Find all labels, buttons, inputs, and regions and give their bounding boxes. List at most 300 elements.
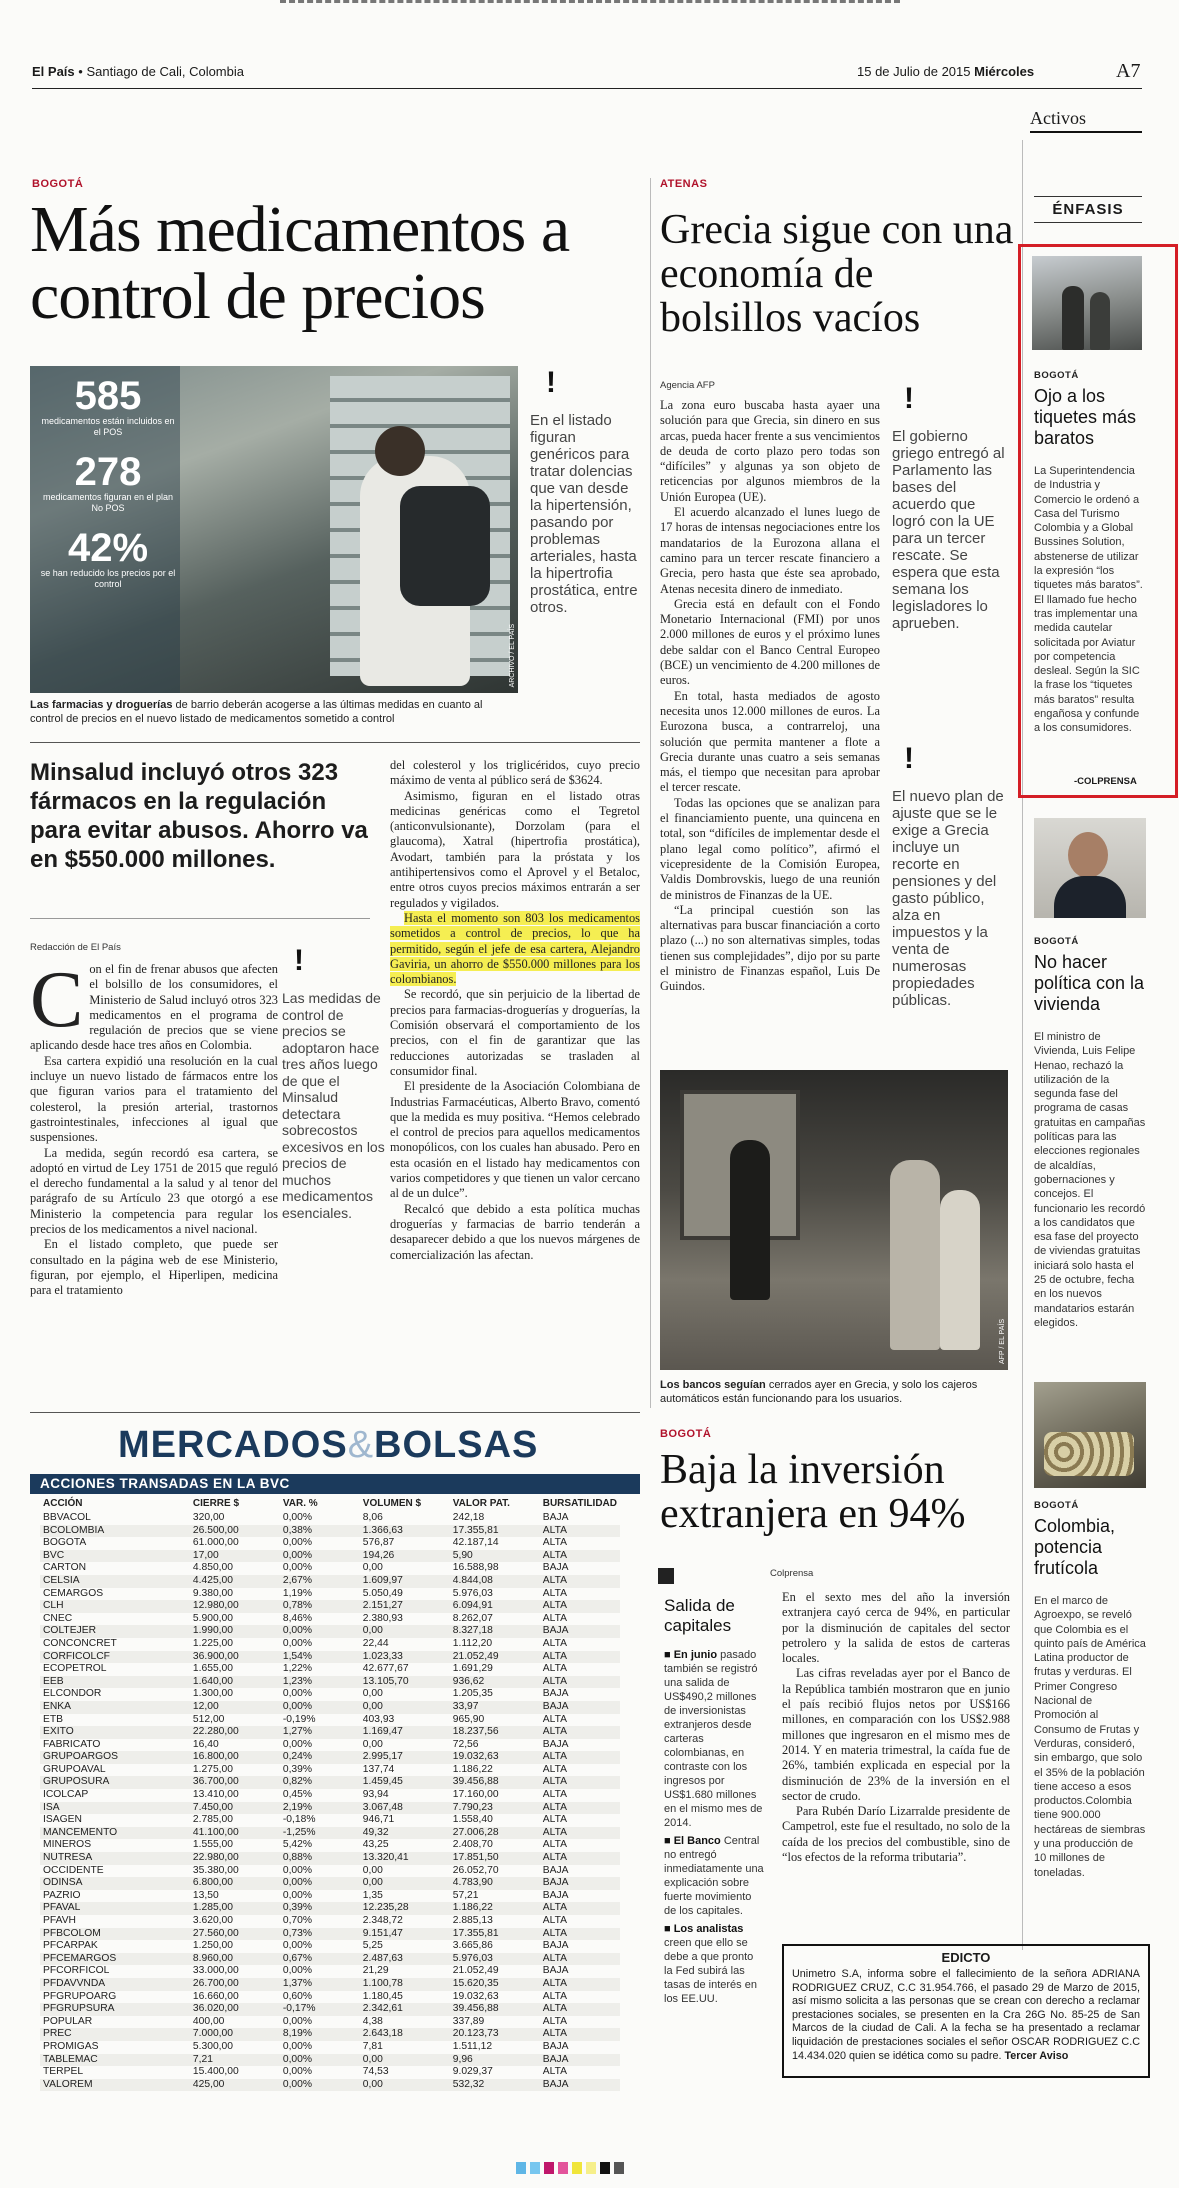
stock-cell: 400,00 [192, 2015, 225, 2027]
stock-cell: BAJA [542, 1940, 569, 1952]
edicto-box [782, 1944, 1150, 2078]
registration-marks [280, 0, 900, 14]
stock-cell: 1,22% [282, 1663, 313, 1675]
color-registration-bar [516, 2162, 624, 2174]
enfasis-kicker: BOGOTÁ [1034, 936, 1079, 947]
stock-cell: 1,19% [282, 1587, 313, 1599]
stock-row [40, 1537, 620, 1550]
stock-cell: 0,00% [282, 2040, 313, 2052]
stock-cell: 0,45% [282, 1789, 313, 1801]
stock-cell: BAJA [542, 1562, 569, 1574]
stock-cell: ALTA [540, 1902, 620, 1915]
stat-number: 585 [74, 374, 142, 418]
stock-cell: GRUPOSURA [40, 1776, 190, 1789]
stock-cell: 946,71 [362, 1814, 395, 1826]
stock-cell: ALTA [540, 1751, 620, 1764]
exclamation-icon: ! [904, 382, 914, 415]
stock-cell: 1.691,29 [452, 1663, 493, 1675]
stock-cell: PFAVAL [40, 1902, 190, 1915]
stock-cell: 0,00 [360, 1625, 450, 1638]
stock-cell: -0,18% [282, 1814, 316, 1826]
story-rule [30, 742, 640, 743]
stock-cell: 4.844,08 [450, 1575, 540, 1588]
bullet-bold: Los analistas [673, 1923, 744, 1935]
main-caption [30, 698, 510, 726]
stock-row [40, 1562, 620, 1575]
stock-row [40, 2041, 620, 2054]
stock-cell: 1.459,45 [360, 1776, 450, 1789]
stock-cell: EXITO [40, 1726, 190, 1739]
stock-cell: TABLEMAC [40, 2054, 190, 2067]
stock-cell: 22,44 [362, 1637, 389, 1649]
stock-cell: 0,78% [280, 1600, 360, 1613]
stock-cell: BAJA [542, 2040, 569, 2052]
photo-person [1062, 286, 1084, 350]
stock-cell: 2,67% [280, 1575, 360, 1588]
stock-row [40, 1751, 620, 1764]
stock-cell: 0,88% [280, 1852, 360, 1865]
stock-cell: -0,17% [280, 2003, 360, 2016]
stock-cell: CARTON [43, 1562, 87, 1574]
stock-cell: 7.000,00 [190, 2028, 280, 2041]
stock-cell: BAJA [540, 2054, 620, 2067]
stock-row [40, 2066, 620, 2079]
stock-cell: ETB [43, 1713, 64, 1725]
stock-cell: TERPEL [43, 2066, 84, 2078]
stock-row [40, 1953, 620, 1966]
stock-cell: 4,38 [362, 2015, 383, 2027]
stock-cell: ISAGEN [43, 1814, 82, 1826]
stock-cell: VALOREM [40, 2079, 190, 2092]
stock-cell: -0,19% [282, 1713, 316, 1725]
stock-cell: ALTA [542, 1839, 567, 1851]
enfasis-item-body: En el marco de Agroexpo, se reveló que Colombia es el quinto país de América Latina productor de frutas y verduras. El Primer Congreso Nacional de Promoción al Consumo de Frutas y Verduras, consideró, sin embargo, que solo el 35% de la población tiene acceso a esos productos.Colombia tiene 900.000 hectáreas de siembras y una producción de 10 millones de toneladas. [1034, 1595, 1146, 1879]
caption-bold: Los bancos seguían [660, 1379, 766, 1391]
stock-row [40, 2003, 620, 2016]
stock-cell: PFGRUPOARG [43, 1990, 117, 2002]
stock-cell: 0,00% [282, 1562, 313, 1574]
stock-cell: 57,21 [452, 1889, 479, 1901]
stock-row [40, 1978, 620, 1991]
stock-cell: 0,00 [360, 1877, 450, 1890]
stock-cell: ALTA [542, 1915, 567, 1926]
stock-cell: ALTA [540, 2028, 620, 2041]
stock-cell: ALTA [540, 1776, 620, 1789]
stock-cell: 0,00 [362, 1562, 383, 1574]
paragraph: “La principal cuestión son las alternativas para buscar financiación a corto plazo (...) no son alternativas simples, todas tienen sus complejidades”, dijo por su parte el ministro de Finanzas español, Luis De Guindos. [660, 902, 880, 994]
stock-cell: POPULAR [43, 2015, 93, 2027]
stock-cell: BAJA [542, 1965, 569, 1977]
stat-label: se han reducido los precios por el control [40, 568, 176, 589]
stock-cell: ISA [40, 1802, 190, 1815]
stock-cell: 0,82% [280, 1776, 360, 1789]
photo-credit: AFP / EL PAÍS [999, 1318, 1006, 1364]
paragraph: Se recordó, que sin perjuicio de la libertad de precios para farmacias-droguerías y droguerías, la Comisión observará el comportamiento de los precios, con el fin de garantizar que las reducciones autorizadas se trasladen al consumidor final. [390, 987, 640, 1078]
exclamation-icon: ! [904, 742, 914, 775]
stock-cell: CELSIA [40, 1575, 190, 1588]
stock-cell: BCOLOMBIA [40, 1525, 190, 1538]
stock-cell: 320,00 [192, 1512, 225, 1523]
stock-cell: ALTA [542, 2015, 567, 2027]
stock-cell: 0,00% [280, 2079, 360, 2092]
stat-label: medicamentos están incluidos en el POS [41, 416, 175, 437]
stock-cell: 1.169,47 [360, 1726, 450, 1739]
photo-head [375, 426, 425, 476]
bullet-item: ■ Los analistas creen que ello se debe a que pronto la Fed subirá las tasas de interés en los EE.UU. [664, 1923, 757, 2005]
stock-cell: 0,00% [280, 1701, 360, 1714]
tiquetes-photo [1032, 256, 1142, 350]
stock-cell: 1.112,20 [452, 1637, 493, 1649]
color-swatch [530, 2162, 540, 2174]
stock-cell: 1.511,12 [452, 2040, 493, 2052]
stock-cell: 5.976,03 [452, 1587, 493, 1599]
color-swatch [600, 2162, 610, 2174]
stock-cell: 16,40 [192, 1738, 219, 1750]
stock-cell: BAJA [540, 1701, 620, 1714]
stock-cell: 4.783,90 [450, 1877, 540, 1890]
stock-row [40, 1928, 620, 1941]
stock-cell: 0,00 [360, 2079, 450, 2092]
stock-cell: 33.000,00 [192, 1965, 239, 1977]
paragraph: La medida, según recordó esa cartera, se adoptó en virtud de Ley 1751 de 2015 que reguló el derecho fundamental a la salud y al tenor del parágrafo de su Artículo 23 que otorgó a ese Ministerio la competencia para regular los precios de los medicamentos a nivel nacional. [30, 1145, 278, 1237]
stat-label: medicamentos figuran en el plan No POS [42, 492, 174, 513]
stock-cell: CONCONCRET [43, 1637, 117, 1649]
stock-cell: ALTA [540, 1726, 620, 1739]
stock-row [40, 1651, 620, 1664]
inversion-headline: Baja la inversión extranjera en 94% [660, 1447, 966, 1537]
stock-cell: 0,00% [282, 1864, 313, 1876]
stock-cell: 1.205,35 [452, 1688, 493, 1700]
stocks-table [40, 1497, 620, 2091]
inversion-kicker: BOGOTÁ [660, 1428, 712, 1440]
color-swatch [544, 2162, 554, 2174]
paragraph: En total, hasta mediados de agosto necesita unos 12.000 millones de euros. La Eurozona busca, a contrarreloj, una solución que permita mantener a flote a Grecia durante unas cuatro a seis semanas más, el tiempo que necesitan para aprobar el tercer rescate. [660, 688, 880, 795]
stock-cell: ALTA [540, 1575, 620, 1588]
stock-cell: -1,25% [280, 1827, 360, 1840]
photo-person [940, 1190, 980, 1350]
stock-cell: ELCONDOR [43, 1688, 102, 1700]
stock-cell: 4.425,00 [190, 1575, 280, 1588]
grecia-pull-2: El nuevo plan de ajuste que se le exige a Grecia incluye un recorte en pensiones y del gasto público, alza en impuestos y la venta de numerosas propiedades públicas. [892, 788, 1004, 1009]
stock-cell: PFGRUPSURA [40, 2003, 190, 2016]
stock-cell: 27.560,00 [190, 1928, 280, 1941]
stock-row [40, 1940, 620, 1953]
stock-cell: 19.032,63 [452, 1990, 499, 2002]
stock-cell: PFCORFICOL [43, 1965, 110, 1977]
pull-quote-2: Las medidas de control de precios se adoptaron hace tres años luego de que el Minsalud detectara sobrecostos excesivos en los precios de muchos medicamentos esenciales. [282, 990, 385, 1221]
header-date: 15 de Julio de 2015 [857, 64, 971, 79]
enfasis-item-title: Colombia, potencia frutícola [1034, 1516, 1116, 1578]
header-rule [32, 88, 1142, 89]
stock-cell: 0,00% [282, 1940, 313, 1952]
stock-cell: 0,00% [282, 1889, 313, 1901]
column-header: VOLUMEN $ [362, 1498, 422, 1510]
stock-cell: ALTA [542, 1713, 567, 1725]
stock-cell: 8.327,18 [450, 1625, 540, 1638]
stock-cell: OCCIDENTE [43, 1864, 104, 1876]
bullet-text: pasado también se registró una salida de US$490,2 millones de inversionistas extranjeros desde carteras colombianas, en contraste con los ingresos por US$1.680 millones en el mismo mes de 2014. [664, 1649, 763, 1829]
stock-cell: 12.980,00 [190, 1600, 280, 1613]
main-kicker: BOGOTÁ [32, 178, 84, 190]
header-location: Santiago de Cali, Colombia [86, 64, 244, 79]
stock-cell: ALTA [540, 1928, 620, 1941]
enfasis-credit: -COLPRENSA [1074, 776, 1137, 787]
stock-cell: ALTA [542, 1814, 567, 1826]
stock-cell: 33,97 [450, 1701, 540, 1714]
markets-rule [30, 1412, 640, 1413]
stock-cell: PFBCOLOM [40, 1928, 190, 1941]
stock-cell: 1,23% [280, 1676, 360, 1689]
inversion-body [782, 1590, 1010, 1865]
color-swatch [558, 2162, 568, 2174]
caption-bold: Las farmacias y droguerías [30, 699, 173, 711]
paragraph: Recalcó que debido a esta política muchas droguerías y farmacias de barrio tenderán a desaparecer debido a que los nuevos márgenes de comercialización las afectan. [390, 1201, 640, 1262]
stock-cell: 0,00 [360, 2054, 450, 2067]
stock-cell: 19.032,63 [450, 1751, 540, 1764]
stock-row [40, 1726, 620, 1739]
stock-cell: ALTA [540, 1953, 620, 1966]
column-divider [650, 178, 651, 1408]
capital-box-title: Salida de capitales [664, 1596, 735, 1635]
edicto-title: EDICTO [941, 1950, 991, 1965]
stock-cell: 41.100,00 [190, 1827, 280, 1840]
stock-cell: PFAVH [43, 1915, 76, 1926]
stock-cell: 5.976,03 [450, 1953, 540, 1966]
stock-cell: 36.700,00 [190, 1776, 280, 1789]
stock-cell: 8.262,07 [452, 1612, 493, 1624]
stock-cell: ALTA [542, 1537, 567, 1549]
stock-cell: 17.851,50 [450, 1852, 540, 1865]
enfasis-kicker: BOGOTÁ [1034, 370, 1079, 381]
stock-cell: 9.380,00 [192, 1587, 233, 1599]
stock-cell: 7,21 [190, 2054, 280, 2067]
stock-row [40, 1625, 620, 1638]
stock-cell: 39.456,88 [450, 1776, 540, 1789]
stock-cell: ALTA [540, 1550, 620, 1563]
grecia-pull-1: El gobierno griego entregó al Parlamento las bases del acuerdo que logró con la UE para un tercer rescate. Se espera que esta semana los legisladores lo aprueben. [892, 428, 1005, 632]
caption-text: de barrio deberán acogerse a las últimas medidas en cuanto al control de precios en el nuevo listado de medicamentos sometido a control [30, 699, 483, 725]
stock-cell: 2.643,18 [360, 2028, 450, 2041]
stock-row [40, 1676, 620, 1689]
bullet-bold: El Banco [673, 1835, 721, 1847]
stock-cell: 137,74 [362, 1763, 395, 1775]
markets-title-a: MERCADOS [118, 1424, 348, 1466]
stock-cell: 0,00% [282, 1965, 313, 1977]
stock-cell: 0,70% [282, 1915, 313, 1926]
inversion-byline: Colprensa [770, 1568, 814, 1579]
paragraph: Todas las opciones que se analizan para el financiamiento puente, una quincena en total, son “difíciles de implementar desde el plano legal como político”, afirmó el vicepresidente de la Comisión Europea, Valdis Dombrovskis, luego de una reunión de ministros de Finanzas de la UE. [660, 795, 880, 902]
stock-cell: 35.380,00 [192, 1864, 239, 1876]
stock-cell: 1.250,00 [192, 1940, 233, 1952]
paragraph: Esa cartera expidió una resolución en la cual incluye un nuevo listado de fármacos entre los que figuran varios para el tratamiento del colesterol, la presión arterial, trastornos gastrointestinales, infecciones al igual que suspensiones. [30, 1053, 278, 1145]
photo-stats [38, 376, 178, 590]
stock-cell: 16.660,00 [192, 1990, 239, 2002]
paragraph: Para Rubén Darío Lizarralde presidente de Campetrol, este fue el resultado, no solo de la caída de los precios del combustible, sino de “los efectos de la reforma tributaria”. [782, 1804, 1010, 1865]
stock-cell: 0,39% [280, 1902, 360, 1915]
column-header: VAR. % [282, 1498, 318, 1510]
stock-cell: 1.990,00 [190, 1625, 280, 1638]
stock-cell: 2.348,72 [362, 1915, 403, 1926]
stock-cell: 0,67% [280, 1953, 360, 1966]
photo-person [890, 1160, 940, 1350]
stock-row [40, 1575, 620, 1588]
stock-cell: 7,81 [362, 2040, 383, 2052]
stock-cell: 5.050,49 [362, 1587, 403, 1599]
stock-cell: 42.677,67 [362, 1663, 409, 1675]
stock-cell: ALTA [540, 1525, 620, 1538]
stock-row [40, 1991, 620, 2004]
main-col3 [390, 758, 640, 1263]
stock-row [40, 2016, 620, 2029]
stock-cell: ALTA [542, 1637, 567, 1649]
stock-cell: ALTA [540, 2003, 620, 2016]
stock-cell: 0,73% [280, 1928, 360, 1941]
stock-cell: 0,00 [362, 1738, 383, 1750]
stock-cell: 22.280,00 [190, 1726, 280, 1739]
drop-cap: C [30, 956, 84, 1044]
stock-cell: 0,00% [280, 1625, 360, 1638]
stock-cell: 1,35 [362, 1889, 383, 1901]
stock-row [40, 1814, 620, 1827]
column-header: ACCIÓN [43, 1498, 83, 1510]
stock-cell: ALTA [542, 1990, 567, 2002]
stock-cell: 1.225,00 [192, 1637, 233, 1649]
stocks-header-row [40, 1497, 620, 1512]
stock-cell: 17.355,81 [450, 1525, 540, 1538]
stock-cell: 18.237,56 [450, 1726, 540, 1739]
stock-cell: 21.052,49 [450, 1651, 540, 1664]
stock-row [40, 1877, 620, 1890]
bullet-item: ■ El Banco Central no entregó inmediatamente una explicación sobre fuerte movimiento de los capitales. [664, 1835, 764, 1917]
stock-cell: 26.700,00 [190, 1978, 280, 1991]
stock-cell: 43,25 [362, 1839, 389, 1851]
main-col1 [30, 956, 278, 1299]
stock-cell: 13.320,41 [360, 1852, 450, 1865]
stock-cell: 0,24% [280, 1751, 360, 1764]
stock-cell: 1,54% [280, 1651, 360, 1664]
stock-cell: 0,00% [282, 1688, 313, 1700]
stock-cell: PAZRIO [43, 1889, 81, 1901]
stock-cell: MINEROS [43, 1839, 92, 1851]
stock-cell: 15.620,35 [450, 1978, 540, 1991]
stock-cell: 2.785,00 [192, 1814, 233, 1826]
stock-row [40, 1802, 620, 1815]
stock-row [40, 1739, 620, 1752]
highlighted-paragraph: Hasta el momento son 803 los medicamentos sometidos a control de precios, lo que ha permitido, según el jefe de esa cartera, Alejandro Gaviria, un ahorro de $550.000 millones para los colombianos. [390, 910, 640, 987]
stock-cell: 1.023,33 [360, 1651, 450, 1664]
stock-cell: 1.180,45 [362, 1990, 403, 2002]
stock-cell: 72,56 [452, 1738, 479, 1750]
stock-cell: 1.275,00 [192, 1763, 233, 1775]
stock-row [40, 1701, 620, 1714]
stock-cell: 49,32 [360, 1827, 450, 1840]
stock-cell: 17.355,81 [450, 1928, 540, 1941]
stock-cell: 1.186,22 [452, 1763, 493, 1775]
stock-row [40, 1776, 620, 1789]
stock-cell: 8,46% [282, 1612, 313, 1624]
header-weekday: Miércoles [974, 64, 1035, 79]
stock-cell: 7.450,00 [190, 1802, 280, 1815]
stock-cell: COLTEJER [40, 1625, 190, 1638]
stock-cell: 5,90 [450, 1550, 540, 1563]
stock-row [40, 1638, 620, 1651]
stock-cell: 3.665,86 [452, 1940, 493, 1952]
bullet-item: ■ En junio pasado también se registró una salida de US$490,2 millones de inversionistas extranjeros desde carteras colombianas, en contraste con los ingresos por US$1.680 millones en el mismo mes de 2014. [664, 1649, 763, 1829]
stocks-body [40, 1512, 620, 2091]
stock-cell: ALTA [540, 1978, 620, 1991]
stock-row [40, 1965, 620, 1978]
stock-cell: PFCARPAK [43, 1940, 98, 1952]
enfasis-item-title: No hacer política con la vivienda [1034, 952, 1145, 1014]
enfasis-item-body: El ministro de Vivienda, Luis Felipe Henao, rechazó la utilización de la segunda fase del programa de casas gratuitas en campañas políticas para las elecciones regionales de alcaldías, gobernaciones y concejos. El funcionario les recordó a los candidatos que esa fase del proyecto de viviendas gratuitas iniciará solo hasta el 25 de octubre, fecha en los nuevos mandatarios estarán elegidos. [1034, 1031, 1146, 1329]
stock-row [40, 1688, 620, 1701]
stock-cell: 5,42% [282, 1839, 313, 1851]
main-headline: Más medicamentos a control de precios [30, 193, 570, 334]
stat-number: 42% [67, 526, 149, 570]
stock-cell: 1.640,00 [190, 1676, 280, 1689]
stock-cell: BAJA [542, 1864, 569, 1876]
main-byline: Redacción de El País [30, 942, 121, 953]
stock-cell: 4.850,00 [192, 1562, 233, 1574]
paragraph: El acuerdo alcanzado el lunes luego de 17 horas de intensas negociaciones entre los mandatarios de la Eurozona allana el camino para un tercer rescate financiero a Grecia, pero hasta que éste sea aprobado, Atenas necesita dinero de inmediato. [660, 505, 880, 596]
stock-row [40, 1512, 620, 1525]
stock-cell: ALTA [542, 2066, 567, 2078]
stock-cell: 22.980,00 [190, 1852, 280, 1865]
exclamation-icon: ! [294, 944, 304, 977]
pharmacy-photo [30, 366, 518, 693]
stock-cell: PFDAVVNDA [40, 1978, 190, 1991]
stock-cell: ENKA [40, 1701, 190, 1714]
stock-cell: BAJA [540, 1877, 620, 1890]
paragraph: Grecia está en default con el Fondo Monetario Internacional (FMI) por unos 2.000 millones de euros y el próximo lunes debe saldar con el Banco Central Europeo (BCE) un vencimiento de 4.200 millones de euros. [660, 596, 880, 688]
column-header: BURSATILIDAD [542, 1498, 617, 1510]
stock-cell: NUTRESA [40, 1852, 190, 1865]
stock-cell: 5.300,00 [192, 2040, 233, 2052]
stock-cell: BAJA [542, 1889, 569, 1901]
stock-cell: 13.105,70 [360, 1676, 450, 1689]
stock-cell: 42.187,14 [452, 1537, 499, 1549]
stock-cell: 337,89 [452, 2015, 485, 2027]
stock-cell: FABRICATO [43, 1738, 101, 1750]
stock-cell: BAJA [542, 1738, 569, 1750]
stock-cell: 2.885,13 [452, 1915, 493, 1926]
stat-number: 278 [74, 450, 142, 494]
minister-photo [1034, 818, 1146, 918]
stock-cell: 12.235,28 [360, 1902, 450, 1915]
stock-row [40, 1852, 620, 1865]
stock-cell: 15.400,00 [192, 2066, 239, 2078]
section-label: Activos [1030, 108, 1142, 133]
stock-cell: 36.900,00 [190, 1651, 280, 1664]
stock-cell: CLH [40, 1600, 190, 1613]
stock-cell: 1.366,63 [360, 1525, 450, 1538]
exclamation-icon: ! [546, 366, 556, 399]
page-header [32, 60, 1142, 94]
stock-cell: ALTA [542, 1587, 567, 1599]
photo-suit [1054, 876, 1126, 918]
stock-cell: 0,00 [362, 1688, 383, 1700]
bullet-text: creen que ello se debe a que pronto la Fed subirá las tasas de interés en los EE.UU. [664, 1937, 757, 2005]
edicto-text [792, 1968, 1140, 2063]
stock-cell: BAJA [542, 1512, 569, 1523]
caption-text: cerrados ayer en Grecia, y solo los cajeros automáticos están funcionando para los usuarios. [660, 1379, 978, 1405]
paragraph: Asimismo, figuran en el listado otras medicinas genéricas como el Tegretol (anticonvulsionante), Dorzolam (para el glaucoma), Xatral (hipertrofia prostática), Avodart, también para la próstata y los antihipertensivos como el Aprovel y el Betaloc, entre otros cuyos precios máximos entrarán a ser regulados y vigilados. [390, 788, 640, 910]
stock-cell: BAJA [542, 1688, 569, 1700]
stock-cell: 27.006,28 [450, 1827, 540, 1840]
stock-cell: 0,00% [282, 1637, 313, 1649]
grecia-body [660, 398, 880, 995]
stock-cell: ALTA [540, 1827, 620, 1840]
